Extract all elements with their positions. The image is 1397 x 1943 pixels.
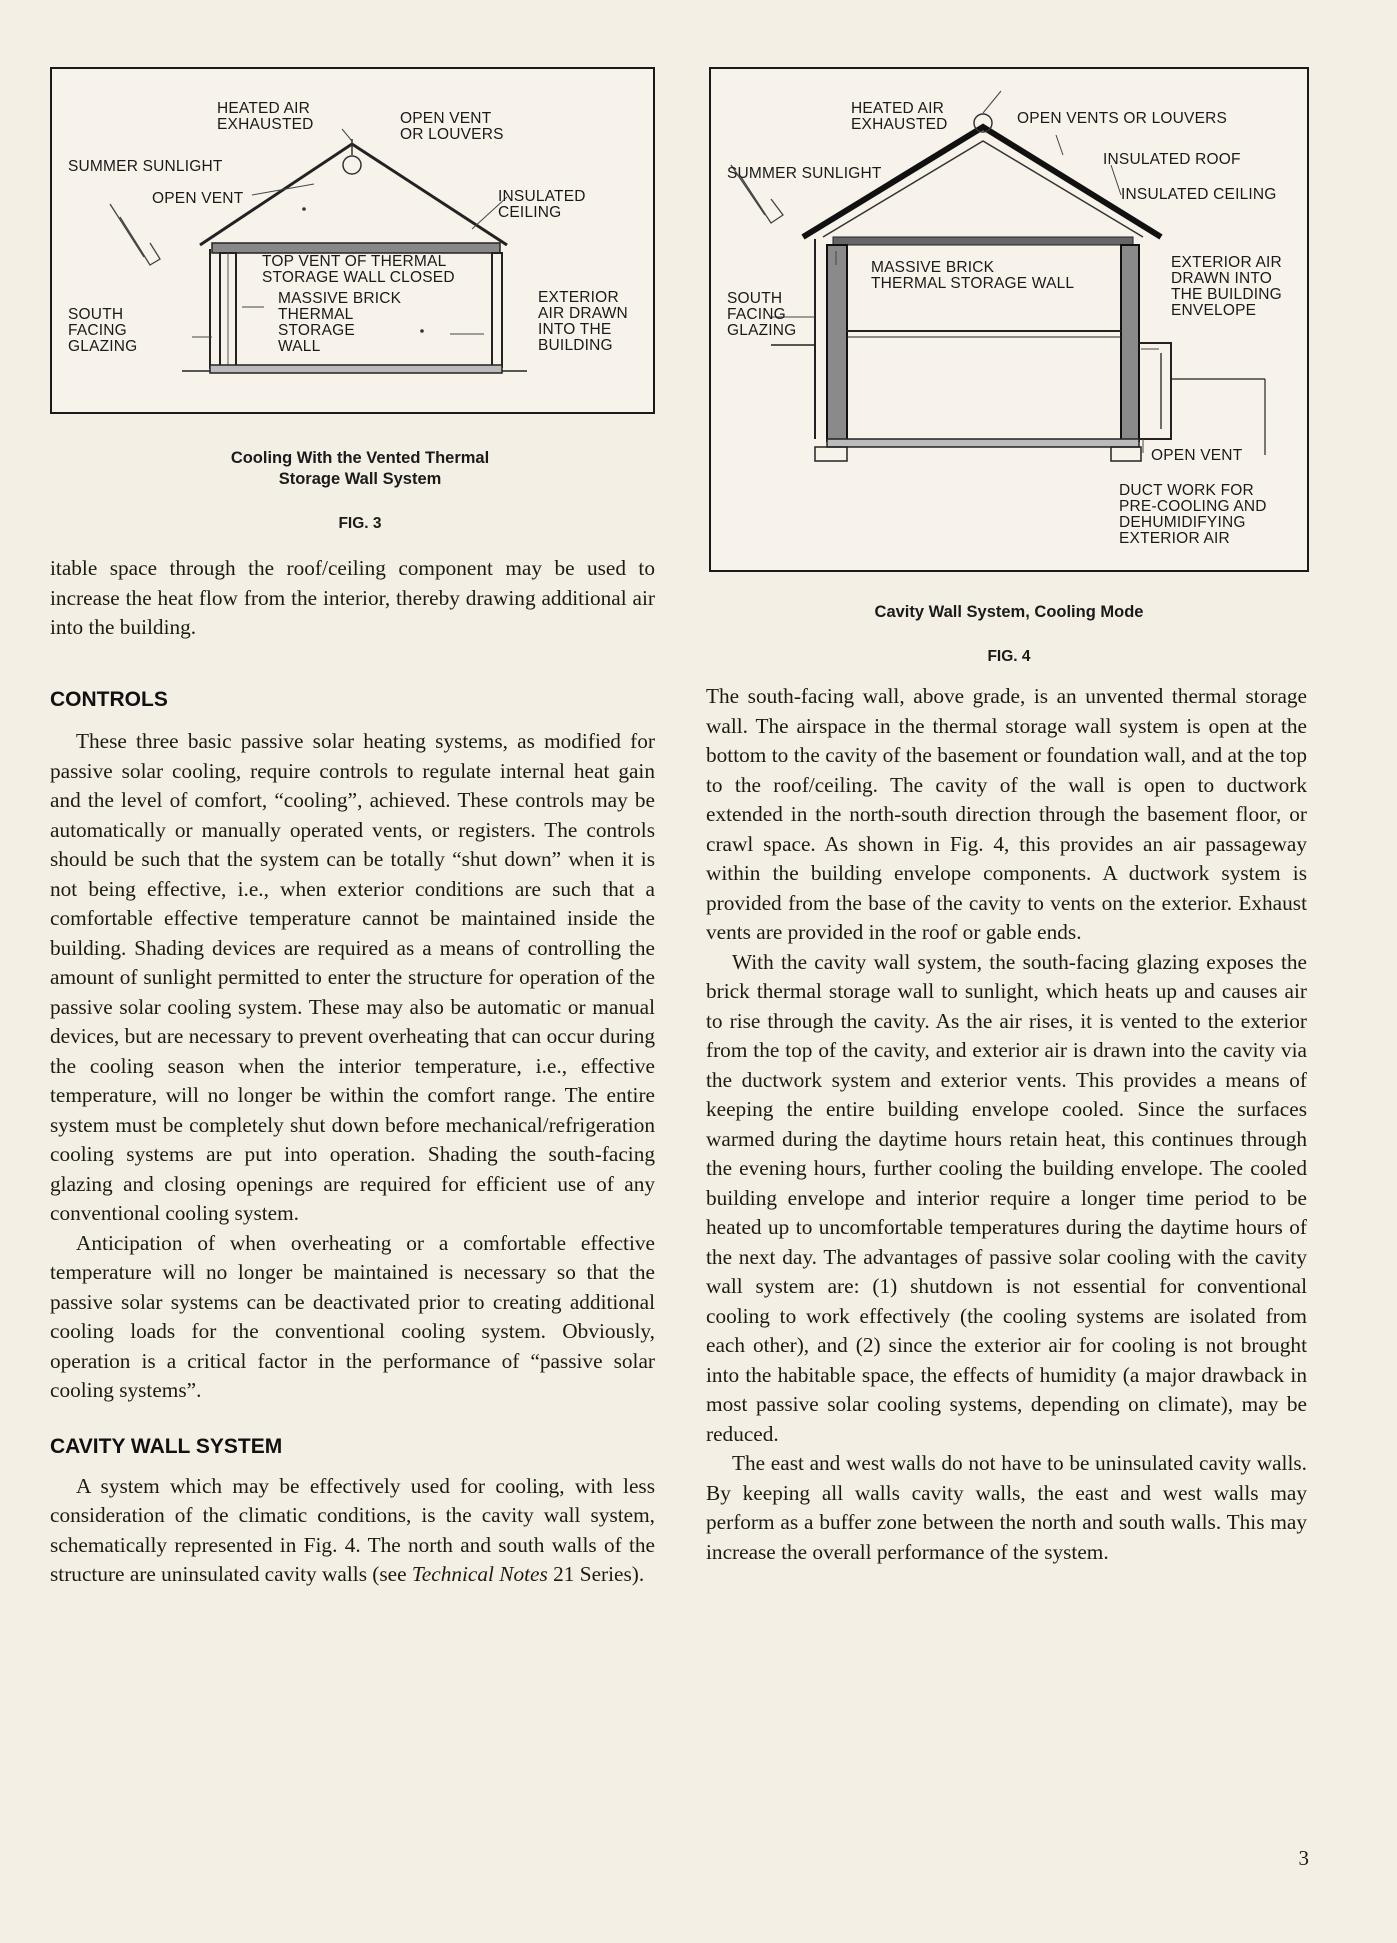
figure-3-drawing (52, 69, 653, 412)
fig3-label-open-vent: OPEN VENT (152, 190, 244, 207)
right-paragraph-3: The east and west walls do not have to be uninsulated cavity walls. By keeping all walls cavity walls, the east and west walls may perform as a buffer zone between the north and south walls. This may increase the overall performance of the system. (706, 1451, 1307, 1564)
left-column-upper (50, 554, 655, 643)
left-column-controls (50, 685, 655, 1590)
cavity-p1-text: A system which may be effectively used for cooling, with less consideration of the climatic conditions, is the cavity wall system, schematically represented in Fig. 4. The north and south walls of the structure are uninsulated cavity walls (see (50, 1473, 655, 1586)
controls-heading: CONTROLS (50, 688, 168, 711)
figure-4-caption: Cavity Wall System, Cooling Mode (874, 603, 1144, 621)
fig4-label-insulated-roof: INSULATED ROOF (1103, 151, 1241, 168)
figure-3-diagram (50, 67, 655, 414)
fig3-label-insulated-ceiling: INSULATED CEILING (498, 188, 586, 221)
fig4-label-insulated-ceiling: INSULATED CEILING (1121, 186, 1277, 203)
right-paragraph-1: The south-facing wall, above grade, is an unvented thermal storage wall. The airspace in the thermal storage wall system is open at the bottom to the cavity of the basement or foundation wall, and at the top to the roof/ceiling. The cavity of the wall is open to ductwork extended in the north-south direction through the basement floor, or crawl space. As shown in Fig. 4, this provides an air passageway within the building envelope components. A ductwork system is provided from the base of the cavity to vents on the exterior. Exhaust vents are provided in the roof or gable ends. (706, 684, 1307, 944)
cavity-paragraph-1 (50, 1472, 655, 1590)
figure-3-number: FIG. 3 (338, 515, 382, 532)
cavity-p1-tail: 21 Series). (547, 1562, 645, 1586)
fig3-label-exterior-air: EXTERIOR AIR DRAWN INTO THE BUILDING (538, 289, 628, 354)
fig4-label-massive-brick: MASSIVE BRICK THERMAL STORAGE WALL (871, 259, 1075, 292)
fig4-label-open-vents-louvers: OPEN VENTS OR LOUVERS (1017, 110, 1228, 127)
figure-3-caption: Cooling With the Vented Thermal Storage Wall System (230, 449, 490, 488)
fig3-label-top-vent: TOP VENT OF THERMAL STORAGE WALL CLOSED (262, 253, 455, 286)
fig4-label-heated-air: HEATED AIR EXHAUSTED (851, 100, 948, 133)
page-number: 3 (1298, 1846, 1309, 1870)
figure-4-diagram (709, 67, 1309, 572)
figure-4-number: FIG. 4 (987, 648, 1031, 665)
fig4-label-south-glazing: SOUTH FACING GLAZING (727, 290, 797, 339)
controls-paragraph-1: These three basic passive solar heating systems, as modified for passive solar cooling, require controls to regulate internal heat gain and the level of comfort, “cooling”, achieved. These controls may be automatically or manually operated vents, or registers. The controls should be such that the system can be totally “shut down” when it is not being effective, i.e., when exterior conditions are such that a comfortable effective temperature cannot be maintained inside the building. Shading devices are required as a means of controlling the amount of sunlight permitted to enter the structure for operation of the passive solar cooling system. These may also be automatic or manual devices, but are necessary to prevent overheating that can occur during the cooling season when the interior temperature, i.e., effective temperature, will no longer be within the comfort range. The entire system must be completely shut down before mechanical/refrigeration cooling systems are put into operation. Shading the south-facing glazing and closing openings are required for efficient use of any conventional cooling system. (50, 729, 655, 1225)
fig3-label-summer-sunlight: SUMMER SUNLIGHT (68, 158, 223, 175)
fig3-label-open-vent-louvers: OPEN VENT OR LOUVERS (400, 110, 504, 143)
fig3-label-massive-brick: MASSIVE BRICK THERMAL STORAGE WALL (278, 290, 402, 355)
fig3-label-south-glazing: SOUTH FACING GLAZING (68, 306, 138, 355)
fig4-label-summer-sunlight: SUMMER SUNLIGHT (727, 165, 882, 182)
cavity-wall-heading: CAVITY WALL SYSTEM (50, 1434, 283, 1458)
intro-paragraph: itable space through the roof/ceiling component may be used to increase the heat flow from the interior, thereby drawing additional air into the building. (50, 556, 655, 639)
right-column (706, 682, 1307, 1567)
fig4-label-duct-work: DUCT WORK FOR PRE-COOLING AND DEHUMIDIFYING EXTERIOR AIR (1119, 482, 1267, 547)
right-paragraph-2: With the cavity wall system, the south-facing glazing exposes the brick thermal storage wall to sunlight, which heats up and causes air to rise through the cavity. As the air rises, it is vented to the exterior from the top of the cavity, and exterior air is drawn into the cavity via the ductwork system and exterior vents. This provides a means of keeping the entire building envelope cooled. Since the surfaces warmed during the daytime hours retain heat, this continues through the evening hours, further cooling the building envelope. The cooled building envelope and interior require a longer time period to be heated up to uncomfortable temperatures during the daytime hours of the next day. The advantages of passive solar cooling with the cavity wall system are: (1) shutdown is not essential for conventional cooling to work effectively (the cooling systems are isolated from each other), and (2) since the exterior air for cooling is not brought into the habitable space, the effects of humidity (a major drawback in most passive solar cooling systems, depending on climate), may be reduced. (706, 949, 1307, 1446)
controls-paragraph-2: Anticipation of when overheating or a comfortable effective temperature will no longer be maintained is necessary so that the passive solar systems can be deactivated prior to creating additional cooling loads for the conventional cooling system. Obviously, operation is a critical factor in the performance of “passive solar cooling systems”. (50, 1230, 655, 1402)
technical-notes-ref: Technical Notes (411, 1562, 548, 1586)
fig4-label-open-vent: OPEN VENT (1151, 447, 1243, 464)
fig3-label-heated-air: HEATED AIR EXHAUSTED (217, 100, 314, 133)
fig4-label-exterior-air: EXTERIOR AIR DRAWN INTO THE BUILDING ENVELOPE (1171, 254, 1282, 319)
